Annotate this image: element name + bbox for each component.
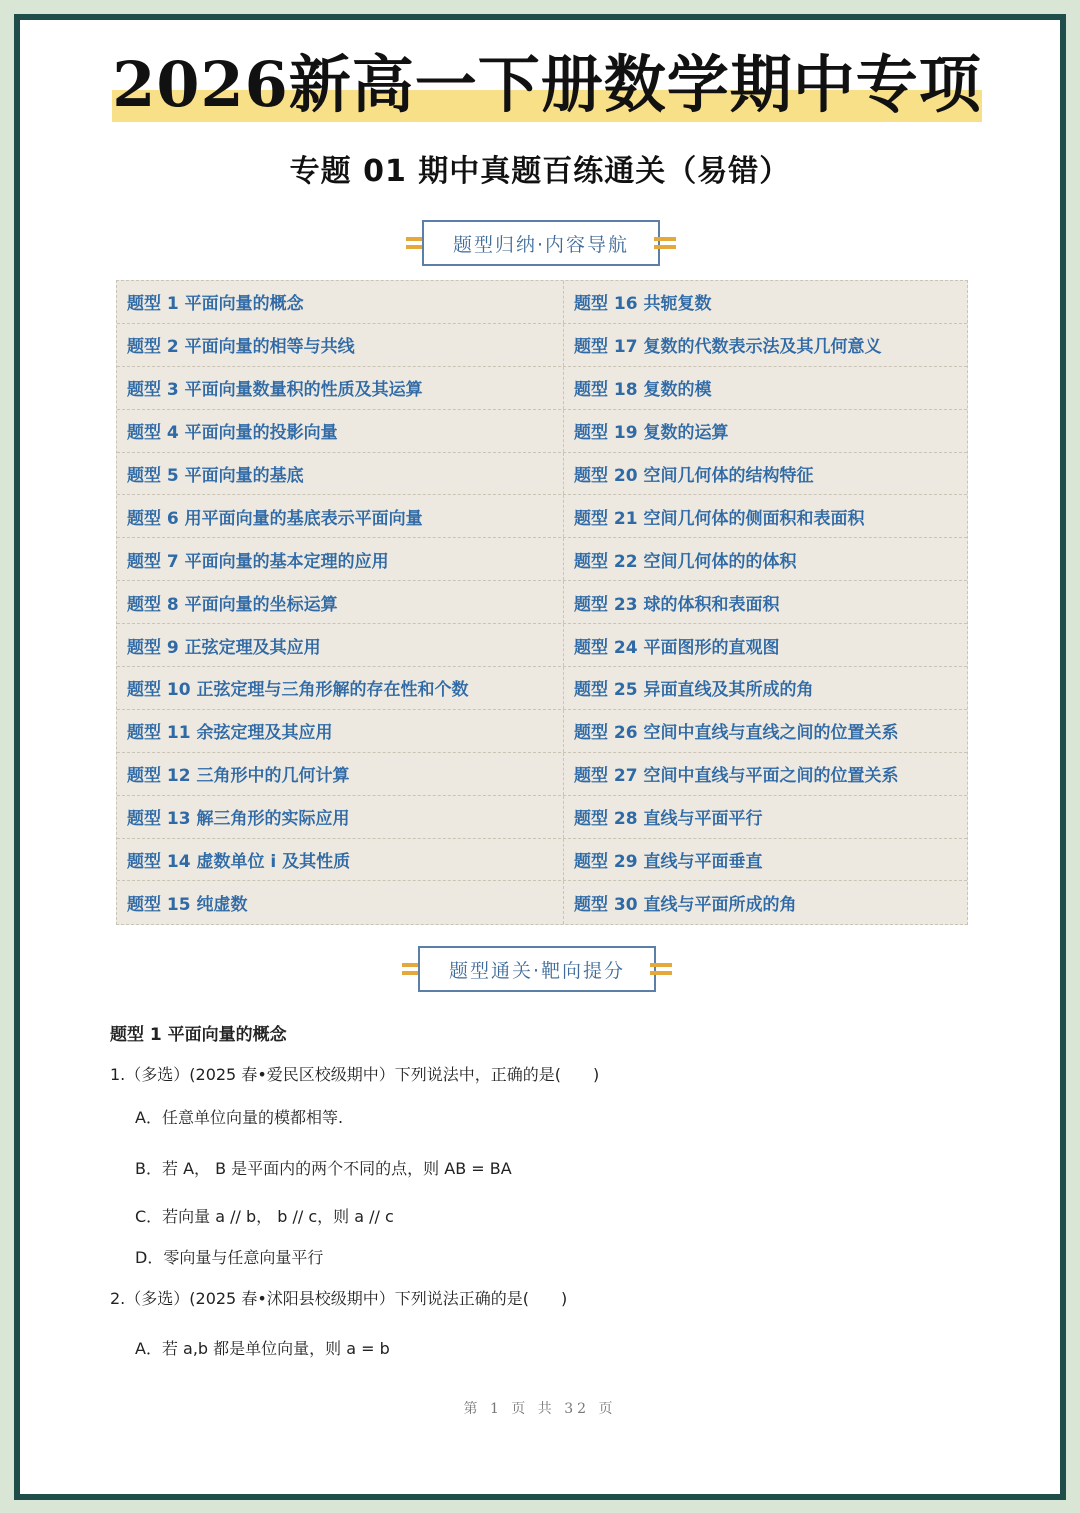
practice-banner-label: 题型通关·靶向提分 [418,946,656,992]
practice-banner [402,946,672,992]
nav-item-left[interactable]: 题型 15 纯虚数 [117,881,564,924]
nav-item-left[interactable]: 题型 1 平面向量的概念 [117,281,564,323]
question-1-option-c: C．若向量 a // b， b // c，则 a // c [135,1207,394,1226]
main-title [112,48,982,122]
content-navigation-table [116,280,968,925]
nav-row [117,367,967,410]
main-title-text: 2026新高一下册数学期中专项 [112,48,982,121]
nav-row [117,667,967,710]
nav-item-right[interactable]: 题型 27 空间中直线与平面之间的位置关系 [574,766,899,787]
nav-row [117,538,967,581]
question-1-option-a: A．任意单位向量的模都相等. [135,1108,344,1127]
nav-item-right[interactable]: 题型 24 平面图形的直观图 [574,637,780,658]
nav-row [117,710,967,753]
nav-item-left[interactable]: 题型 5 平面向量的基底 [117,453,564,495]
nav-row [117,796,967,839]
nav-item-left[interactable]: 题型 11 余弦定理及其应用 [117,710,564,752]
question-2-option-a: A．若 a,b 都是单位向量，则 a = b [135,1339,390,1358]
page-footer: 第 1 页 共 32 页 [463,1401,617,1417]
nav-item-left[interactable]: 题型 13 解三角形的实际应用 [117,796,564,838]
nav-item-right[interactable]: 题型 22 空间几何体的的体积 [574,551,797,572]
section-title: 题型 1 平面向量的概念 [110,1025,287,1045]
nav-item-left[interactable]: 题型 10 正弦定理与三角形解的存在性和个数 [117,667,564,709]
nav-row [117,839,967,882]
nav-row [117,495,967,538]
question-1-option-d: D．零向量与任意向量平行 [135,1248,324,1267]
nav-item-left[interactable]: 题型 9 正弦定理及其应用 [117,624,564,666]
nav-item-right[interactable]: 题型 29 直线与平面垂直 [574,852,763,873]
nav-row [117,281,967,324]
nav-row [117,410,967,453]
nav-row [117,324,967,367]
nav-item-left[interactable]: 题型 3 平面向量数量积的性质及其运算 [117,367,564,409]
nav-item-right[interactable]: 题型 17 复数的代数表示法及其几何意义 [574,337,882,358]
subtitle: 专题 01 期中真题百练通关（易错） [289,154,791,189]
nav-banner [406,220,676,266]
question-1-option-b: B．若 A， B 是平面内的两个不同的点，则 AB = BA [135,1159,512,1178]
nav-item-right[interactable]: 题型 26 空间中直线与直线之间的位置关系 [574,723,899,744]
nav-row [117,624,967,667]
nav-row [117,453,967,496]
nav-row [117,753,967,796]
nav-item-right[interactable]: 题型 23 球的体积和表面积 [574,594,780,615]
nav-item-right[interactable]: 题型 28 直线与平面平行 [574,809,763,830]
nav-item-left[interactable]: 题型 6 用平面向量的基底表示平面向量 [117,495,564,537]
nav-row [117,881,967,924]
question-1-stem: 1.（多选）(2025 春•爱民区校级期中）下列说法中，正确的是( ) [110,1065,600,1084]
nav-item-right[interactable]: 题型 30 直线与平面所成的角 [574,895,797,916]
nav-item-right[interactable]: 题型 21 空间几何体的侧面积和表面积 [574,508,865,529]
nav-item-left[interactable]: 题型 12 三角形中的几何计算 [117,753,564,795]
nav-item-left[interactable]: 题型 2 平面向量的相等与共线 [117,324,564,366]
nav-item-left[interactable]: 题型 4 平面向量的投影向量 [117,410,564,452]
nav-row [117,581,967,624]
nav-item-left[interactable]: 题型 7 平面向量的基本定理的应用 [117,538,564,580]
banner-deco-icon [650,961,672,977]
nav-item-right[interactable]: 题型 18 复数的模 [574,380,712,401]
nav-item-left[interactable]: 题型 8 平面向量的坐标运算 [117,581,564,623]
nav-banner-label: 题型归纳·内容导航 [422,220,660,266]
question-2-stem: 2.（多选）(2025 春•沭阳县校级期中）下列说法正确的是( ) [110,1289,568,1308]
nav-item-right[interactable]: 题型 25 异面直线及其所成的角 [574,680,814,701]
nav-item-right[interactable]: 题型 20 空间几何体的结构特征 [574,466,814,486]
nav-item-right[interactable]: 题型 16 共轭复数 [574,294,712,315]
nav-item-left[interactable]: 题型 14 虚数单位 i 及其性质 [117,839,564,881]
banner-deco-icon [654,235,676,251]
nav-item-right[interactable]: 题型 19 复数的运算 [574,423,729,444]
page-frame [14,14,1066,1500]
